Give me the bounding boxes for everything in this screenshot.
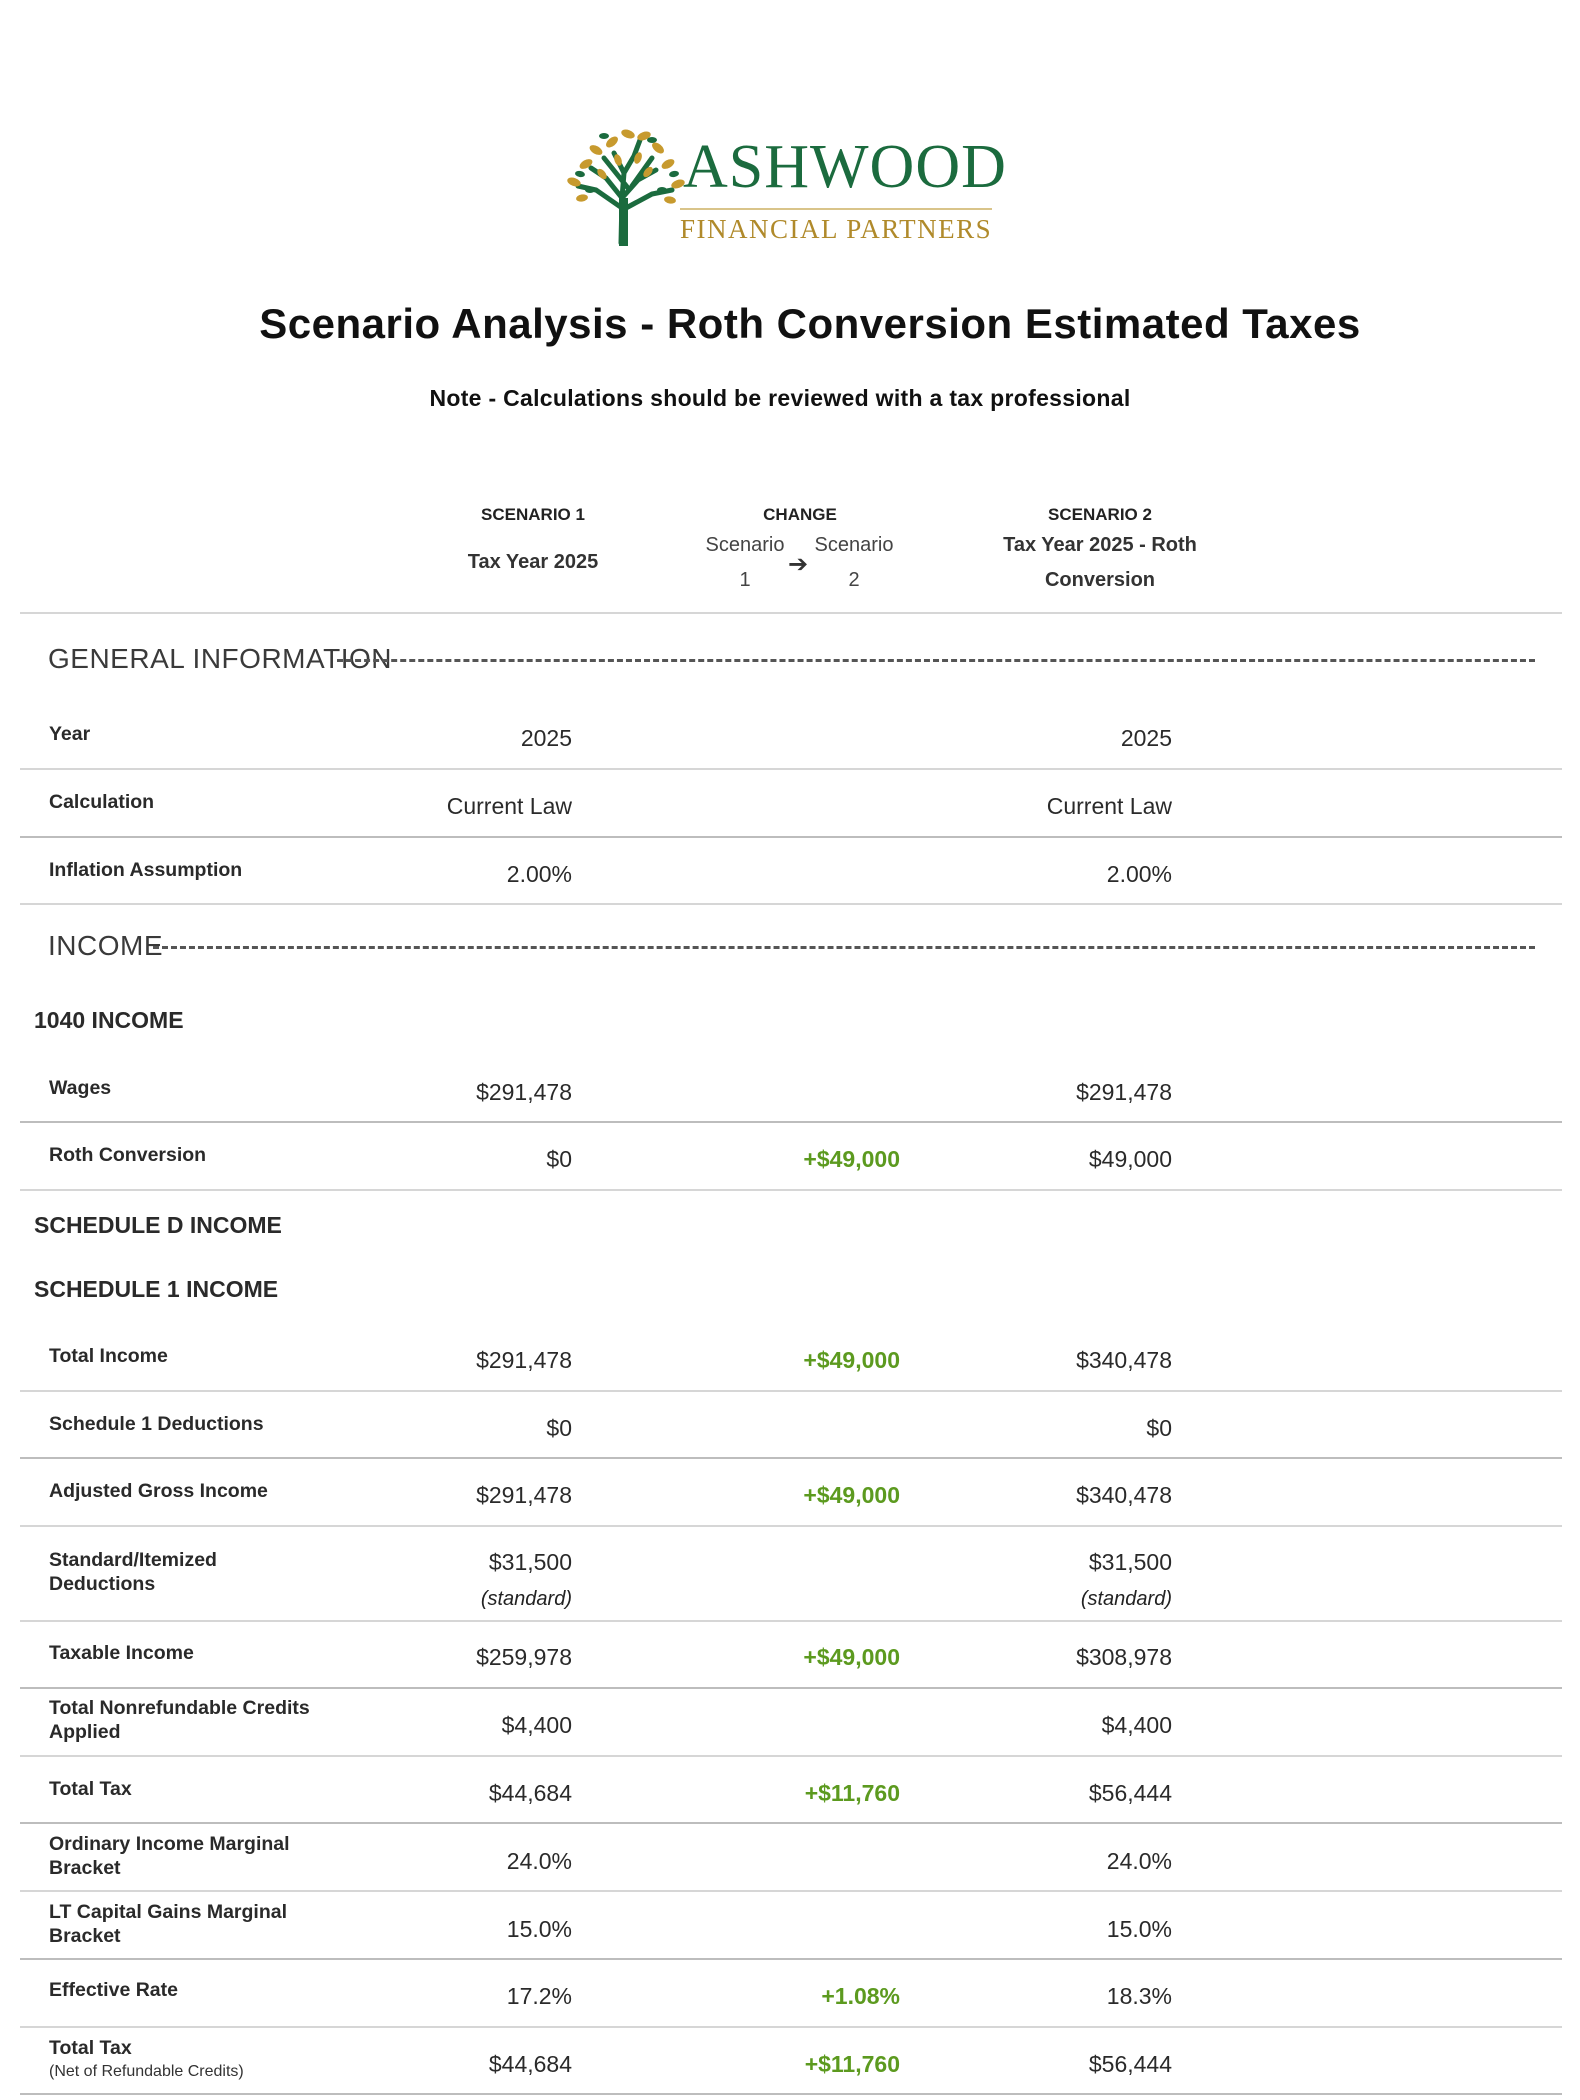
row-divider xyxy=(20,836,1562,838)
row-label-schedule-1-deductions: Schedule 1 Deductions xyxy=(49,1413,264,1435)
s1-standard-deductions: $31,500 xyxy=(488,1549,572,1575)
disclaimer-note: Note - Calculations should be reviewed with a tax professional xyxy=(429,385,1131,411)
s1-ordinary-bracket: 24.0% xyxy=(506,1848,572,1874)
row-label-total-income: Total Income xyxy=(49,1345,168,1367)
divider xyxy=(20,612,1562,614)
subsection-schedule-d-income: SCHEDULE D INCOME xyxy=(34,1212,282,1238)
s2-deduction-type: (standard) xyxy=(1080,1588,1172,1610)
change-total-income: +$49,000 xyxy=(803,1347,900,1373)
change-agi: +$49,000 xyxy=(803,1482,900,1508)
scenario2-subtitle-line1: Tax Year 2025 - Roth xyxy=(1003,534,1197,556)
row-label-effective-rate: Effective Rate xyxy=(49,1979,178,2001)
change-roth-conversion: +$49,000 xyxy=(803,1146,900,1172)
s2-wages: $291,478 xyxy=(1076,1079,1172,1105)
row-label-year: Year xyxy=(49,723,91,745)
row-divider xyxy=(20,1958,1562,1960)
s2-schedule-1-deductions: $0 xyxy=(1146,1415,1172,1441)
row-label-calculation: Calculation xyxy=(49,791,155,813)
subsection-1040-income: 1040 INCOME xyxy=(34,1007,184,1033)
brand-divider xyxy=(680,208,992,210)
change-header: CHANGE xyxy=(763,505,837,524)
label-line: Total Tax xyxy=(49,2037,132,2059)
s1-roth-conversion: $0 xyxy=(546,1146,572,1172)
s2-total-tax: $56,444 xyxy=(1088,1780,1172,1806)
s2-ordinary-bracket: 24.0% xyxy=(1106,1848,1172,1874)
s1-ltcg-bracket: 15.0% xyxy=(506,1916,572,1942)
label-subtext: (Net of Refundable Credits) xyxy=(49,2063,244,2080)
s2-agi: $340,478 xyxy=(1076,1482,1172,1508)
label-line: Standard/Itemized xyxy=(49,1549,217,1571)
scenario2-subtitle-line2: Conversion xyxy=(1044,569,1156,591)
s1-agi: $291,478 xyxy=(476,1482,572,1508)
s1-taxable-income: $259,978 xyxy=(476,1644,572,1670)
change-to-label: Scenario xyxy=(814,534,894,556)
s1-wages: $291,478 xyxy=(476,1079,572,1105)
row-label-agi: Adjusted Gross Income xyxy=(49,1480,268,1502)
s1-schedule-1-deductions: $0 xyxy=(546,1415,572,1441)
change-effective-rate: +1.08% xyxy=(821,1983,900,2009)
s1-total-tax: $44,684 xyxy=(488,1780,572,1806)
s1-total-tax-net: $44,684 xyxy=(488,2051,572,2077)
label-line: Ordinary Income Marginal xyxy=(49,1833,290,1855)
scenario2-header: SCENARIO 2 xyxy=(1048,505,1152,524)
row-label-taxable-income: Taxable Income xyxy=(49,1642,194,1664)
row-divider xyxy=(20,1620,1562,1622)
s2-taxable-income: $308,978 xyxy=(1076,1644,1172,1670)
row-label-lt-capital-gains-bracket xyxy=(49,1900,349,1948)
brand-tagline: FINANCIAL PARTNERS xyxy=(680,214,993,244)
row-divider xyxy=(20,1755,1562,1757)
row-divider xyxy=(20,2093,1562,2095)
subsection-schedule-1-income: SCHEDULE 1 INCOME xyxy=(34,1276,279,1302)
s2-total-income: $340,478 xyxy=(1076,1347,1172,1373)
row-label-total-tax-net xyxy=(49,2036,349,2084)
row-divider xyxy=(20,768,1562,770)
row-divider xyxy=(20,1457,1562,1459)
row-divider xyxy=(20,1687,1562,1689)
row-divider xyxy=(20,1525,1562,1527)
brand-name: ASHWOOD xyxy=(683,133,1007,201)
s1-calculation: Current Law xyxy=(446,793,572,819)
row-divider xyxy=(20,1890,1562,1892)
row-divider xyxy=(20,2026,1562,2028)
row-label-total-tax: Total Tax xyxy=(49,1778,132,1800)
change-total-tax-net: +$11,760 xyxy=(804,2051,900,2077)
s2-roth-conversion: $49,000 xyxy=(1088,1146,1172,1172)
label-line: Total Nonrefundable Credits xyxy=(49,1697,310,1719)
scenario1-subtitle: Tax Year 2025 xyxy=(467,551,599,573)
label-line: Bracket xyxy=(49,1857,121,1879)
page-title: Scenario Analysis - Roth Conversion Estimated Taxes xyxy=(259,300,1361,347)
label-line: Bracket xyxy=(49,1925,121,1947)
s2-total-tax-net: $56,444 xyxy=(1088,2051,1172,2077)
change-to-number: 2 xyxy=(848,569,860,591)
s2-standard-deductions: $31,500 xyxy=(1088,1549,1172,1575)
row-divider xyxy=(20,903,1562,905)
row-label-inflation: Inflation Assumption xyxy=(49,859,243,881)
arrow-right-icon: ➔ xyxy=(788,551,809,578)
row-divider xyxy=(20,1390,1562,1392)
row-label-standard-itemized-deductions xyxy=(49,1548,349,1596)
label-line: Deductions xyxy=(49,1573,156,1595)
section-general-information: GENERAL INFORMATION xyxy=(48,643,392,674)
change-from-number: 1 xyxy=(739,569,751,591)
row-label-roth-conversion: Roth Conversion xyxy=(49,1144,207,1166)
section-income: INCOME xyxy=(48,930,163,961)
scenario1-header: SCENARIO 1 xyxy=(481,505,585,524)
row-label-ordinary-income-bracket xyxy=(49,1832,349,1880)
section-dashed-rule xyxy=(337,659,1535,662)
change-from-label: Scenario xyxy=(705,534,785,556)
change-taxable-income: +$49,000 xyxy=(803,1644,900,1670)
label-line: Applied xyxy=(49,1721,121,1743)
change-total-tax: +$11,760 xyxy=(804,1780,900,1806)
s2-effective-rate: 18.3% xyxy=(1106,1983,1172,2009)
row-divider xyxy=(20,1822,1562,1824)
s1-nonrefundable-credits: $4,400 xyxy=(501,1712,572,1738)
section-dashed-rule xyxy=(153,946,1535,949)
s2-nonrefundable-credits: $4,400 xyxy=(1101,1712,1172,1738)
s2-ltcg-bracket: 15.0% xyxy=(1106,1916,1172,1942)
row-label-wages: Wages xyxy=(49,1077,112,1099)
s1-effective-rate: 17.2% xyxy=(506,1983,572,2009)
s1-inflation: 2.00% xyxy=(506,861,572,887)
s1-year: 2025 xyxy=(520,725,572,751)
s2-year: 2025 xyxy=(1120,725,1172,751)
s2-inflation: 2.00% xyxy=(1106,861,1172,887)
row-label-nonrefundable-credits xyxy=(49,1696,349,1744)
row-divider xyxy=(20,1121,1562,1123)
s2-calculation: Current Law xyxy=(1046,793,1172,819)
s1-deduction-type: (standard) xyxy=(480,1588,572,1610)
row-divider xyxy=(20,1189,1562,1191)
label-line: LT Capital Gains Marginal xyxy=(49,1901,288,1923)
s1-total-income: $291,478 xyxy=(476,1347,572,1373)
